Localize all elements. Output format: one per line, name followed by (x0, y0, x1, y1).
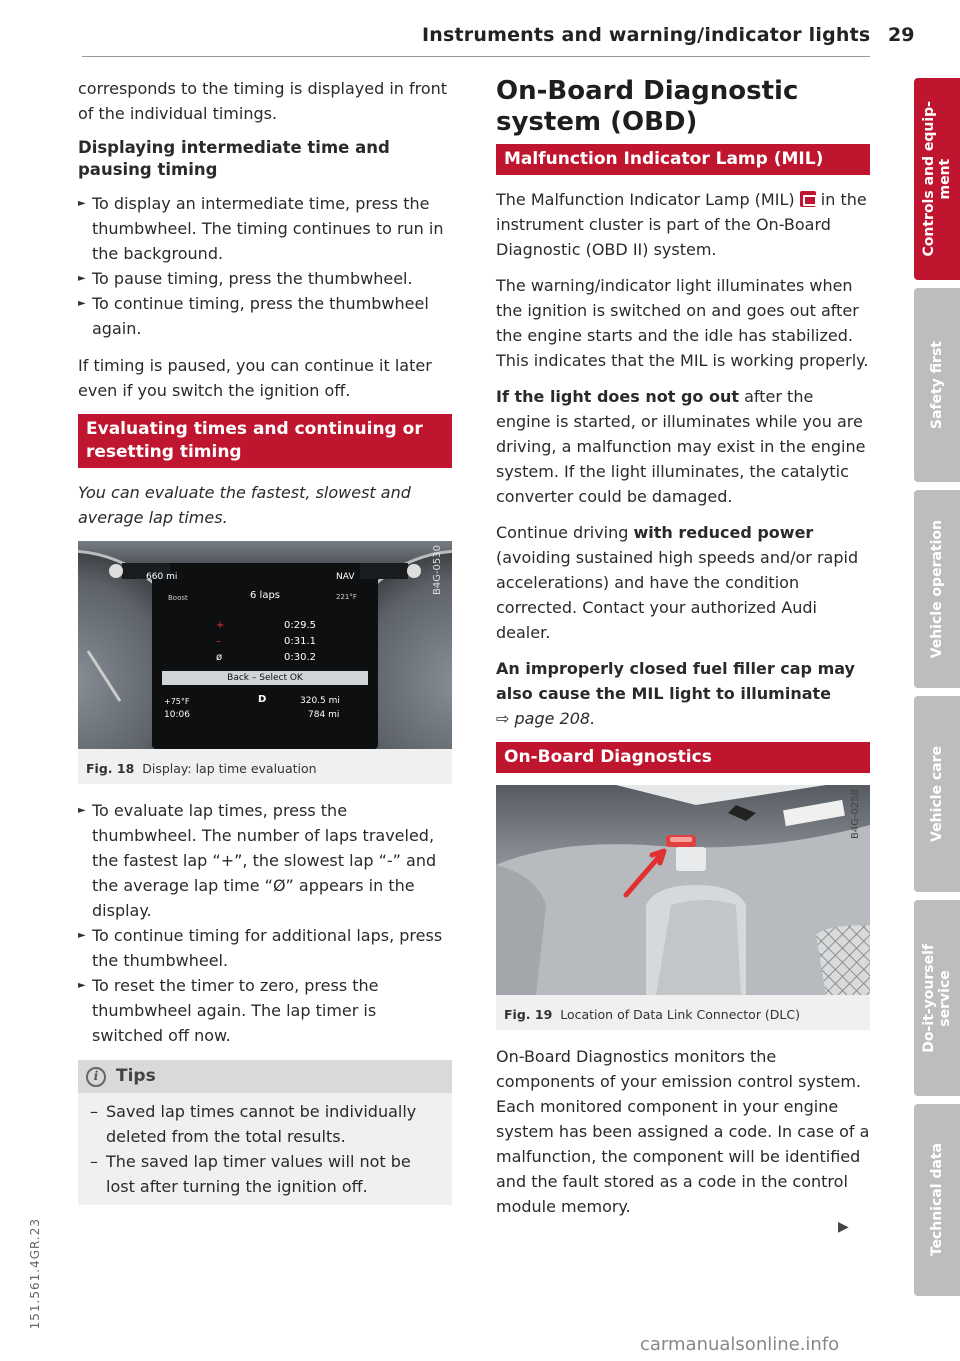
fuel-cap-note: An improperly closed fuel filler cap may also cause the MIL light to illuminate ⇨ page 208. (496, 659, 855, 728)
figure-caption: Fig. 18 Display: lap time evaluation (86, 761, 317, 776)
evaluating-intro: You can evaluate the fastest, slowest and average lap times. (78, 483, 411, 527)
check-engine-icon (800, 191, 816, 207)
slowest-symbol: – (216, 636, 221, 647)
bullet-list-intermediate (78, 191, 452, 341)
header-divider (82, 56, 870, 57)
obd-paragraph: On-Board Diagnostics monitors the components of your emission control system. Each monitored component in your engine system has been assigned a code. In case of a malfunction, the component will be identified and the fault stored as a code in the control module memory. (496, 1047, 870, 1216)
tips-body (78, 1093, 452, 1205)
tab-vehicle-care[interactable]: Vehicle care (914, 696, 960, 892)
screen-menu-bar: Back – Select OK (162, 671, 368, 685)
laps-count: 6 laps (250, 590, 281, 601)
clock: 10:06 (164, 710, 190, 720)
left-column (78, 76, 452, 1205)
bullet-item: ► To continue timing for additional laps, press the thumbwheel. (78, 923, 452, 973)
outside-temp: +75°F (164, 697, 190, 706)
obd-main-title: On-Board Diagnostic system (OBD) (496, 76, 799, 137)
info-icon: i (86, 1067, 106, 1087)
figure-19 (496, 785, 870, 1030)
tips-header (78, 1060, 452, 1093)
average-lap-time: 0:30.2 (284, 652, 316, 663)
page-reference-link[interactable]: ⇨ page 208. (496, 709, 596, 728)
figure-18 (78, 541, 452, 784)
figure-code: B4G-0530 (432, 545, 443, 596)
watermark: carmanualsonline.info (640, 1334, 840, 1355)
range: 784 mi (308, 710, 340, 720)
bullet-item: ► To pause timing, press the thumbwheel. (78, 266, 452, 291)
odometer-readout: 660 mi (146, 572, 178, 582)
mil-paragraph-3: If the light does not go out after the engine is started, or illuminates while you are driving, a malfunction may exist in the engine system. If the light illuminates, the catalytic converter could be damaged. (496, 387, 866, 506)
bullet-item: ► To continue timing, press the thumbwheel again. (78, 291, 452, 341)
instrument-cluster-image (78, 541, 452, 749)
bullet-item: ► To evaluate lap times, press the thumbwheel. The number of laps traveled, the fastest lap “+”, the slowest lap “-” and the average lap time “Ø” appears in the display. (78, 798, 452, 923)
page-number: 29 (888, 24, 915, 46)
tab-safety-first[interactable]: Safety first (914, 288, 960, 482)
mil-paragraph-1: The Malfunction Indicator Lamp (MIL) in the instrument cluster is part of the On-Board Diagnostic (OBD II) system. (496, 190, 867, 259)
tips-box (78, 1060, 452, 1205)
document-code: 151.561.4GR.23 (28, 1218, 42, 1330)
trip-distance: 320.5 mi (300, 696, 340, 706)
tip-item: – Saved lap times cannot be individually deleted from the total results. (86, 1099, 444, 1149)
section-heading-mil: Malfunction Indicator Lamp (MIL) (496, 144, 870, 175)
mil-paragraph-4: Continue driving with reduced power (avoiding sustained high speeds and/or rapid accelerations) and have the condition corrected. Contact your authorized Audi dealer. (496, 523, 859, 642)
bullet-list-evaluating (78, 798, 452, 1048)
tab-vehicle-operation[interactable]: Vehicle operation (914, 490, 960, 688)
continue-arrow-icon: ▶ (838, 1219, 849, 1235)
bullet-item: ► To display an intermediate time, press the thumbwheel. The timing continues to run in the background. (78, 191, 452, 266)
mil-paragraph-2: The warning/indicator light illuminates when the ignition is switched on and goes out after the engine starts and the idle has stabilized. This indicates that the MIL is working properly. (496, 276, 869, 370)
dlc-location-image (496, 785, 870, 995)
tab-technical-data[interactable]: Technical data (914, 1104, 960, 1296)
gear-indicator: D (258, 694, 267, 705)
coolant-temp: 221°F (336, 593, 357, 601)
fastest-symbol: + (216, 620, 225, 631)
right-column (496, 76, 870, 1230)
figure-code: B4G-0258 (850, 789, 861, 840)
section-heading-obd: On-Board Diagnostics (496, 742, 870, 773)
section-heading-evaluating-times: Evaluating times and continuing or resetting timing (78, 414, 452, 468)
tips-heading: Tips (116, 1066, 156, 1086)
intro-paragraph: corresponds to the timing is displayed in front of the individual timings. (78, 79, 448, 123)
fastest-lap-time: 0:29.5 (284, 620, 316, 631)
nav-indicator: NAV (336, 572, 355, 582)
dlc-location-illustration (496, 785, 870, 1002)
cluster-display-illustration (78, 541, 452, 756)
slowest-lap-time: 0:31.1 (284, 636, 316, 647)
tab-controls-and-equipment[interactable]: Controls and equip- ment (914, 78, 960, 280)
tip-item: – The saved lap timer values will not be lost after turning the ignition off. (86, 1149, 444, 1199)
tab-do-it-yourself-service[interactable]: Do-it-yourself service (914, 900, 960, 1096)
average-symbol: ø (216, 652, 223, 663)
boost-label: Boost (168, 594, 188, 602)
bullet-item: ► To reset the timer to zero, press the thumbwheel again. The lap timer is switched off now. (78, 973, 452, 1048)
running-header-title: Instruments and warning/indicator lights (422, 24, 871, 46)
figure-caption: Fig. 19 Location of Data Link Connector (DLC) (504, 1007, 801, 1022)
paused-timing-paragraph: If timing is paused, you can continue it later even if you switch the ignition off. (78, 356, 432, 400)
section-heading-intermediate-time: Displaying intermediate time and pausing timing (78, 138, 390, 179)
